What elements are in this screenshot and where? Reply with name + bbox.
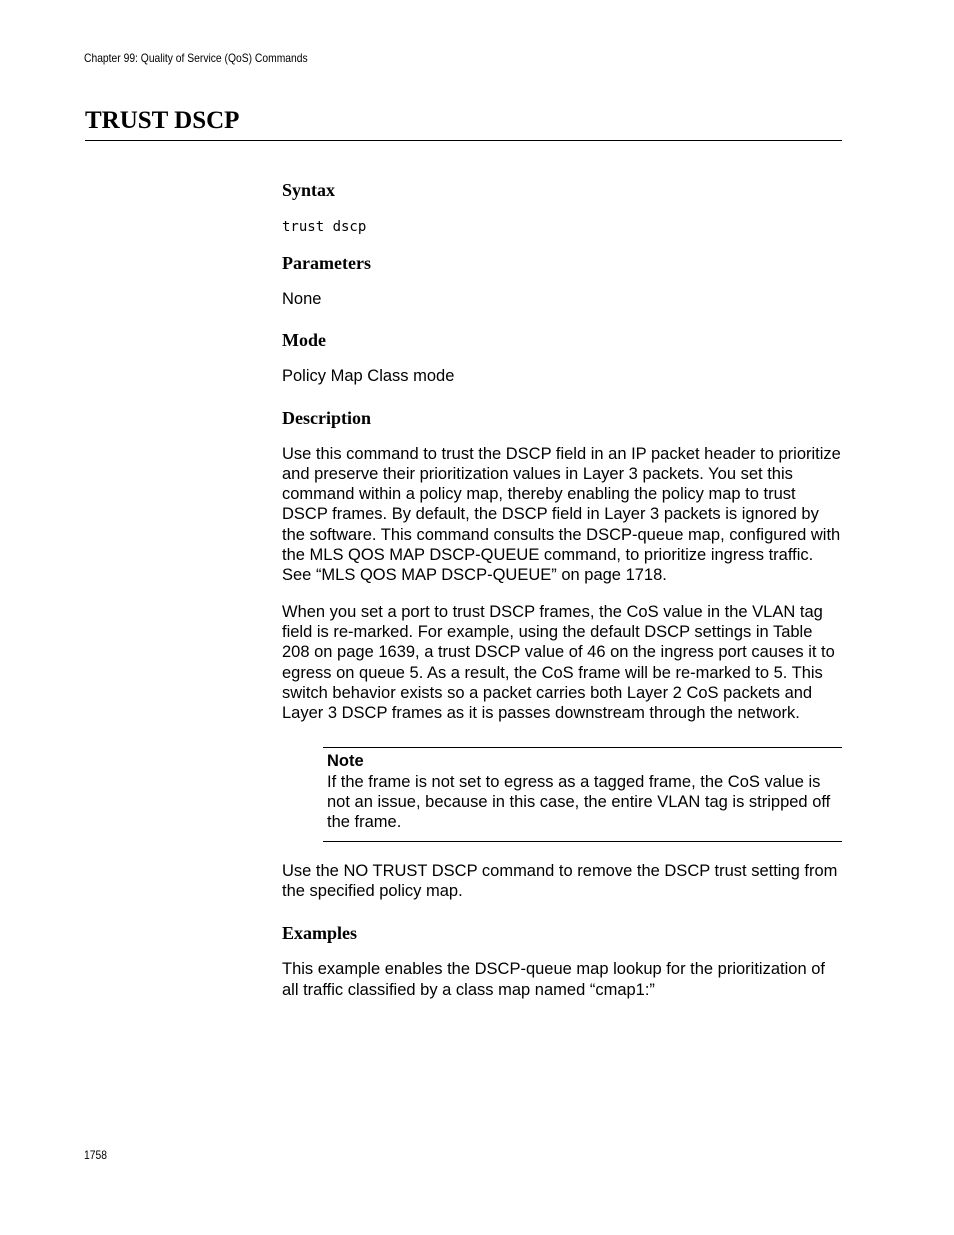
- mode-heading: Mode: [282, 330, 326, 351]
- examples-heading: Examples: [282, 923, 358, 944]
- running-header: Chapter 99: Quality of Service (QoS) Commands: [84, 51, 308, 65]
- note-label: Note: [327, 752, 364, 771]
- description-heading: Description: [282, 407, 371, 428]
- note-box: [323, 747, 842, 841]
- note-text: If the frame is not set to egress as a tagged frame, the CoS value is not an issue, because in this case, the entire VLAN tag is stripped off the frame.: [327, 772, 831, 832]
- description-after-note: Use the NO TRUST DSCP command to remove the DSCP trust setting from the specified policy map.: [282, 861, 838, 900]
- syntax-code: trust dscp: [282, 219, 367, 235]
- parameters-text: None: [282, 290, 322, 308]
- page-title: TRUST DSCP: [85, 107, 240, 134]
- description-paragraph-2: When you set a port to trust DSCP frames, the CoS value in the VLAN tag field is re-marked. For example, using the default DSCP settings in Table 208 on page 1639, a trust DSCP value of 46 on the ingress port causes it to egress on queue 5. As a result, the CoS frame will be re-marked to 5. This switch behavior exists so a packet carries both Layer 2 CoS packets and Layer 3 DSCP frames as it is passes downstream through the network.: [282, 602, 835, 723]
- mode-text: Policy Map Class mode: [282, 367, 455, 386]
- page-number: 1758: [84, 1148, 107, 1162]
- title-rule: [85, 140, 842, 141]
- examples-text: This example enables the DSCP-queue map lookup for the prioritization of all traffic classified by a class map named “cmap1:”: [282, 960, 825, 999]
- syntax-heading: Syntax: [282, 180, 336, 200]
- main-content: [282, 178, 842, 1000]
- description-paragraph-1: Use this command to trust the DSCP field in an IP packet header to prioritize and preserve their prioritization values in Layer 3 packets. You set this command within a policy map, thereby enabling the policy map to trust DSCP frames. By default, the DSCP field in Layer 3 packets is ignored by the software. This command consults the DSCP-queue map, configured with the MLS QOS MAP DSCP-QUEUE command, to prioritize ingress traffic. See “MLS QOS MAP DSCP-QUEUE” on page 1718.: [282, 444, 841, 585]
- parameters-heading: Parameters: [282, 253, 371, 273]
